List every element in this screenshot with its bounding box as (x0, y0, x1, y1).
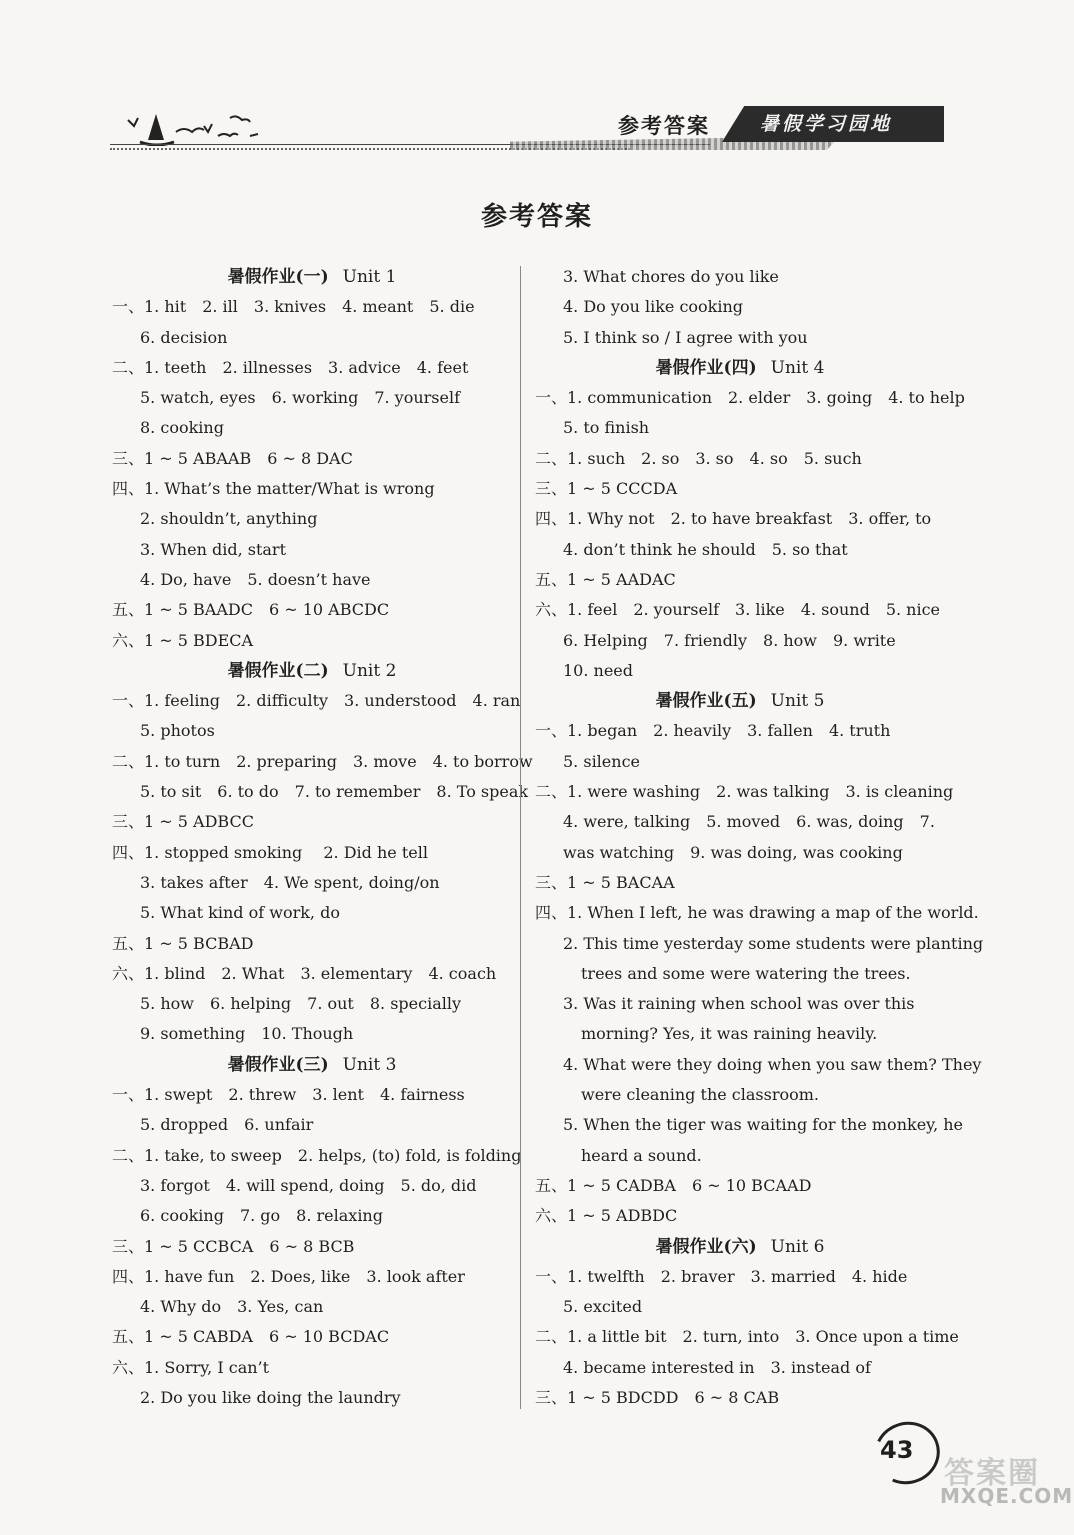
answer-line: 二、1. a little bit 2. turn, into 3. Once upon a time (535, 1327, 959, 1347)
answer-line: 三、1 ~ 5 BDCDD 6 ~ 8 CAB (535, 1387, 780, 1407)
answer-line: 5. I think so / I agree with you (563, 327, 808, 347)
answer-line: 六、1 ~ 5 BDECA (112, 630, 254, 650)
section-unit: Unit 5 (770, 691, 825, 712)
answer-line: 4. were, talking 5. moved 6. was, doing 7. (563, 812, 935, 832)
answer-line: 6. Helping 7. friendly 8. how 9. write (563, 630, 896, 650)
answer-line: was watching 9. was doing, was cooking (563, 842, 903, 862)
section-unit: Unit 6 (770, 1236, 825, 1257)
answer-line: 5. to sit 6. to do 7. to remember 8. To speak (140, 782, 529, 802)
section-heading (112, 1050, 512, 1080)
section-heading (535, 1232, 945, 1262)
answer-line: 六、1. Sorry, I can’t (112, 1357, 270, 1377)
section-unit: Unit 2 (342, 660, 397, 681)
answer-line: 六、1 ~ 5 ADBDC (535, 1206, 678, 1226)
answer-line: 3. When did, start (140, 539, 286, 559)
answer-line: 五、1 ~ 5 BCBAD (112, 933, 254, 953)
answer-line: 4. Do, have 5. doesn’t have (140, 569, 371, 589)
answer-line: 4. Why do 3. Yes, can (140, 1297, 324, 1317)
answer-line: 一、1. feeling 2. difficulty 3. understood 4. ran (112, 691, 521, 711)
answer-line: heard a sound. (581, 1145, 702, 1165)
section-heading (112, 656, 512, 686)
watermark-url: MXQE.COM (940, 1484, 1074, 1508)
section-title: 暑假作业(三) (227, 1054, 329, 1075)
answer-line: 5. to finish (563, 418, 650, 438)
answer-line: 3. Was it raining when school was over this (563, 994, 915, 1014)
answer-line: 4. Do you like cooking (563, 297, 744, 317)
section-title: 暑假作业(一) (227, 267, 329, 287)
answer-line: 6. decision (140, 327, 228, 347)
answer-line: 4. don’t think he should 5. so that (563, 539, 848, 559)
answer-line: 10. need (563, 660, 634, 680)
page-number-badge (874, 1422, 938, 1482)
answer-line: 一、1. swept 2. threw 3. lent 4. fairness (112, 1085, 465, 1105)
section-unit: Unit 1 (342, 267, 397, 287)
answer-line: 三、1 ~ 5 ADBCC (112, 812, 254, 832)
answer-line: 3. forgot 4. will spend, doing 5. do, did (140, 1175, 477, 1195)
answer-line: 二、1. take, to sweep 2. helps, (to) fold, is folding (112, 1145, 522, 1165)
answer-line: 一、1. hit 2. ill 3. knives 4. meant 5. die (112, 297, 475, 317)
answer-line: trees and some were watering the trees. (581, 963, 911, 983)
answer-line: 二、1. such 2. so 3. so 4. so 5. such (535, 448, 862, 468)
answer-line: 四、1. When I left, he was drawing a map of the world. (535, 903, 979, 923)
answer-line: 三、1 ~ 5 CCBCA 6 ~ 8 BCB (112, 1236, 355, 1256)
answer-line: 二、1. to turn 2. preparing 3. move 4. to borrow (112, 751, 533, 771)
answer-line: 二、1. teeth 2. illnesses 3. advice 4. feet (112, 357, 469, 377)
answer-line: 2. Do you like doing the laundry (140, 1387, 401, 1407)
answer-line: 五、1 ~ 5 BAADC 6 ~ 10 ABCDC (112, 600, 390, 620)
answer-line: 6. cooking 7. go 8. relaxing (140, 1206, 383, 1226)
right-column (535, 262, 984, 1413)
section-title: 暑假作业(四) (655, 357, 757, 378)
answer-line: 5. photos (140, 721, 215, 741)
section-title: 暑假作业(五) (655, 691, 757, 712)
sailboat-birds-icon (118, 106, 268, 146)
answer-line: 四、1. Why not 2. to have breakfast 3. offer, to (535, 509, 932, 529)
section-heading (535, 353, 945, 383)
answer-line: 4. What were they doing when you saw them? They (563, 1054, 982, 1074)
answer-line: were cleaning the classroom. (581, 1085, 820, 1105)
answer-line: 5. how 6. helping 7. out 8. specially (140, 994, 462, 1014)
left-column (112, 262, 533, 1413)
answer-line: 三、1 ~ 5 BACAA (535, 872, 675, 892)
answer-line: 3. What chores do you like (563, 267, 779, 286)
section-unit: Unit 3 (342, 1054, 397, 1075)
answer-line: 四、1. stopped smoking 2. Did he tell (112, 842, 428, 862)
answer-line: 5. What kind of work, do (140, 903, 340, 923)
answer-line: 五、1 ~ 5 CABDA 6 ~ 10 BCDAC (112, 1327, 390, 1347)
answer-line: morning? Yes, it was raining heavily. (581, 1024, 878, 1044)
answer-line: 5. silence (563, 751, 640, 771)
answer-line: 四、1. have fun 2. Does, like 3. look after (112, 1266, 465, 1286)
section-unit: Unit 4 (770, 357, 825, 378)
section-title: 暑假作业(六) (655, 1236, 757, 1257)
answer-line: 5. When the tiger was waiting for the monkey, he (563, 1115, 964, 1135)
answer-line: 4. became interested in 3. instead of (563, 1357, 871, 1377)
answer-line: 8. cooking (140, 418, 224, 438)
answer-line: 9. something 10. Though (140, 1024, 354, 1044)
answer-line: 一、1. twelfth 2. braver 3. married 4. hide (535, 1266, 908, 1286)
section-heading (112, 262, 512, 292)
answer-line: 一、1. communication 2. elder 3. going 4. to help (535, 388, 965, 408)
answer-line: 5. dropped 6. unfair (140, 1115, 314, 1135)
answer-line: 六、1. blind 2. What 3. elementary 4. coach (112, 963, 497, 983)
answer-line: 三、1 ~ 5 ABAAB 6 ~ 8 DAC (112, 448, 353, 468)
answer-line: 五、1 ~ 5 AADAC (535, 569, 676, 589)
page-title: 参考答案 (480, 202, 593, 232)
answer-line: 3. takes after 4. We spent, doing/on (140, 872, 440, 892)
answer-line: 5. watch, eyes 6. working 7. yourself (140, 388, 461, 408)
header-band-text: 暑假学习园地 (760, 113, 893, 135)
answer-line: 二、1. were washing 2. was talking 3. is cleaning (535, 782, 954, 802)
column-divider (520, 266, 521, 1409)
answer-line: 2. This time yesterday some students were planting (563, 933, 984, 953)
answer-line: 四、1. What’s the matter/What is wrong (112, 479, 435, 499)
answer-line: 三、1 ~ 5 CCCDA (535, 479, 678, 499)
section-title: 暑假作业(二) (227, 660, 329, 681)
watermark-logo: 答案圈 (944, 1456, 1040, 1491)
answer-line: 2. shouldn’t, anything (140, 509, 318, 529)
header-title: 参考答案 (618, 113, 710, 138)
section-heading (535, 686, 945, 716)
answer-line: 六、1. feel 2. yourself 3. like 4. sound 5. nice (535, 600, 941, 620)
answer-line: 五、1 ~ 5 CADBA 6 ~ 10 BCAAD (535, 1175, 812, 1195)
answer-line: 一、1. began 2. heavily 3. fallen 4. truth (535, 721, 891, 741)
answer-line: 5. excited (563, 1297, 643, 1317)
page-number: 43 (880, 1436, 914, 1464)
page-header (110, 98, 944, 154)
